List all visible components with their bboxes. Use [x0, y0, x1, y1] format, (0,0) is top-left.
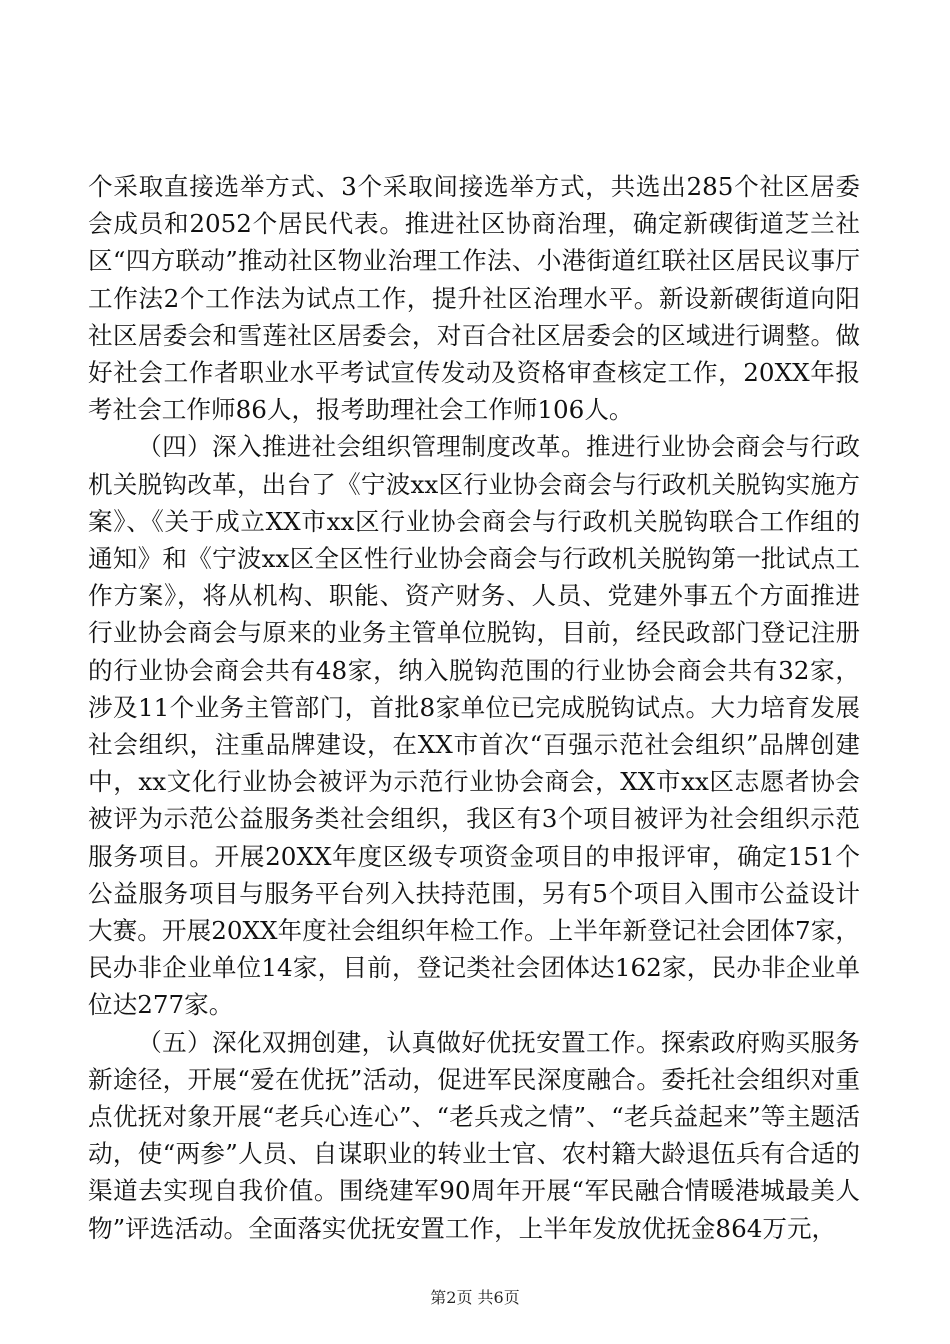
page-footer: 第2页 共6页: [430, 1288, 520, 1307]
paragraph-military-support: （五）深化双拥创建，认真做好优抚安置工作。探索政府购买服务新途径，开展“爱在优抚”活动，促进军民深度融合。委托社会组织对重点优抚对象开展“老兵心连心”、“老兵戎之情”、“老兵益起来”等主题活动，使“两参”人员、自谋职业的转业士官、农村籍大龄退伍兵有合适的渠道去实现自我价值。围绕建军90周年开展“军民融合情暖港城最美人物”评选活动。全面落实优抚安置工作，上半年发放优抚金864万元，: [88, 1027, 860, 1243]
paragraph-community-governance: 个采取直接选举方式、3个采取间接选举方式，共选出285个社区居委会成员和2052个居民代表。推进社区协商治理，确定新碶街道芝兰社区“四方联动”推动社区物业治理工作法、小港街道红联社区居民议事厅工作法2个工作法为试点工作，提升社区治理水平。新设新碶街道向阳社区居委会和雪莲社区居委会，对百合社区居委会的区域进行调整。做好社会工作者职业水平考试宣传发动及资格审查核定工作，20XX年报考社会工作师86人，报考助理社会工作师106人。: [88, 172, 860, 425]
document-body: [88, 168, 860, 1247]
paragraph-social-organization-reform: （四）深入推进社会组织管理制度改革。推进行业协会商会与行政机关脱钩改革，出台了《宁波xx区行业协会商会与行政机关脱钩实施方案》、《关于成立XX市xx区行业协会商会与行政机关脱钩联合工作组的通知》和《宁波xx区全区性行业协会商会与行政机关脱钩第一批试点工作方案》，将从机构、职能、资产财务、人员、党建外事五个方面推进行业协会商会与原来的业务主管单位脱钩，目前，经民政部门登记注册的行业协会商会共有48家，纳入脱钩范围的行业协会商会共有32家，涉及11个业务主管部门，首批8家单位已完成脱钩试点。大力培育发展社会组织，注重品牌建设，在XX市首次“百强示范社会组织”品牌创建中，xx文化行业协会被评为示范行业协会商会，XX市xx区志愿者协会被评为示范公益服务类社会组织，我区有3个项目被评为社会组织示范服务项目。开展20XX年度区级专项资金项目的申报评审，确定151个公益服务项目与服务平台列入扶持范围，另有5个项目入围市公益设计大赛。开展20XX年度社会组织年检工作。上半年新登记社会团体7家，民办非企业单位14家，目前，登记类社会团体达162家，民办非企业单位达277家。: [88, 432, 860, 1020]
